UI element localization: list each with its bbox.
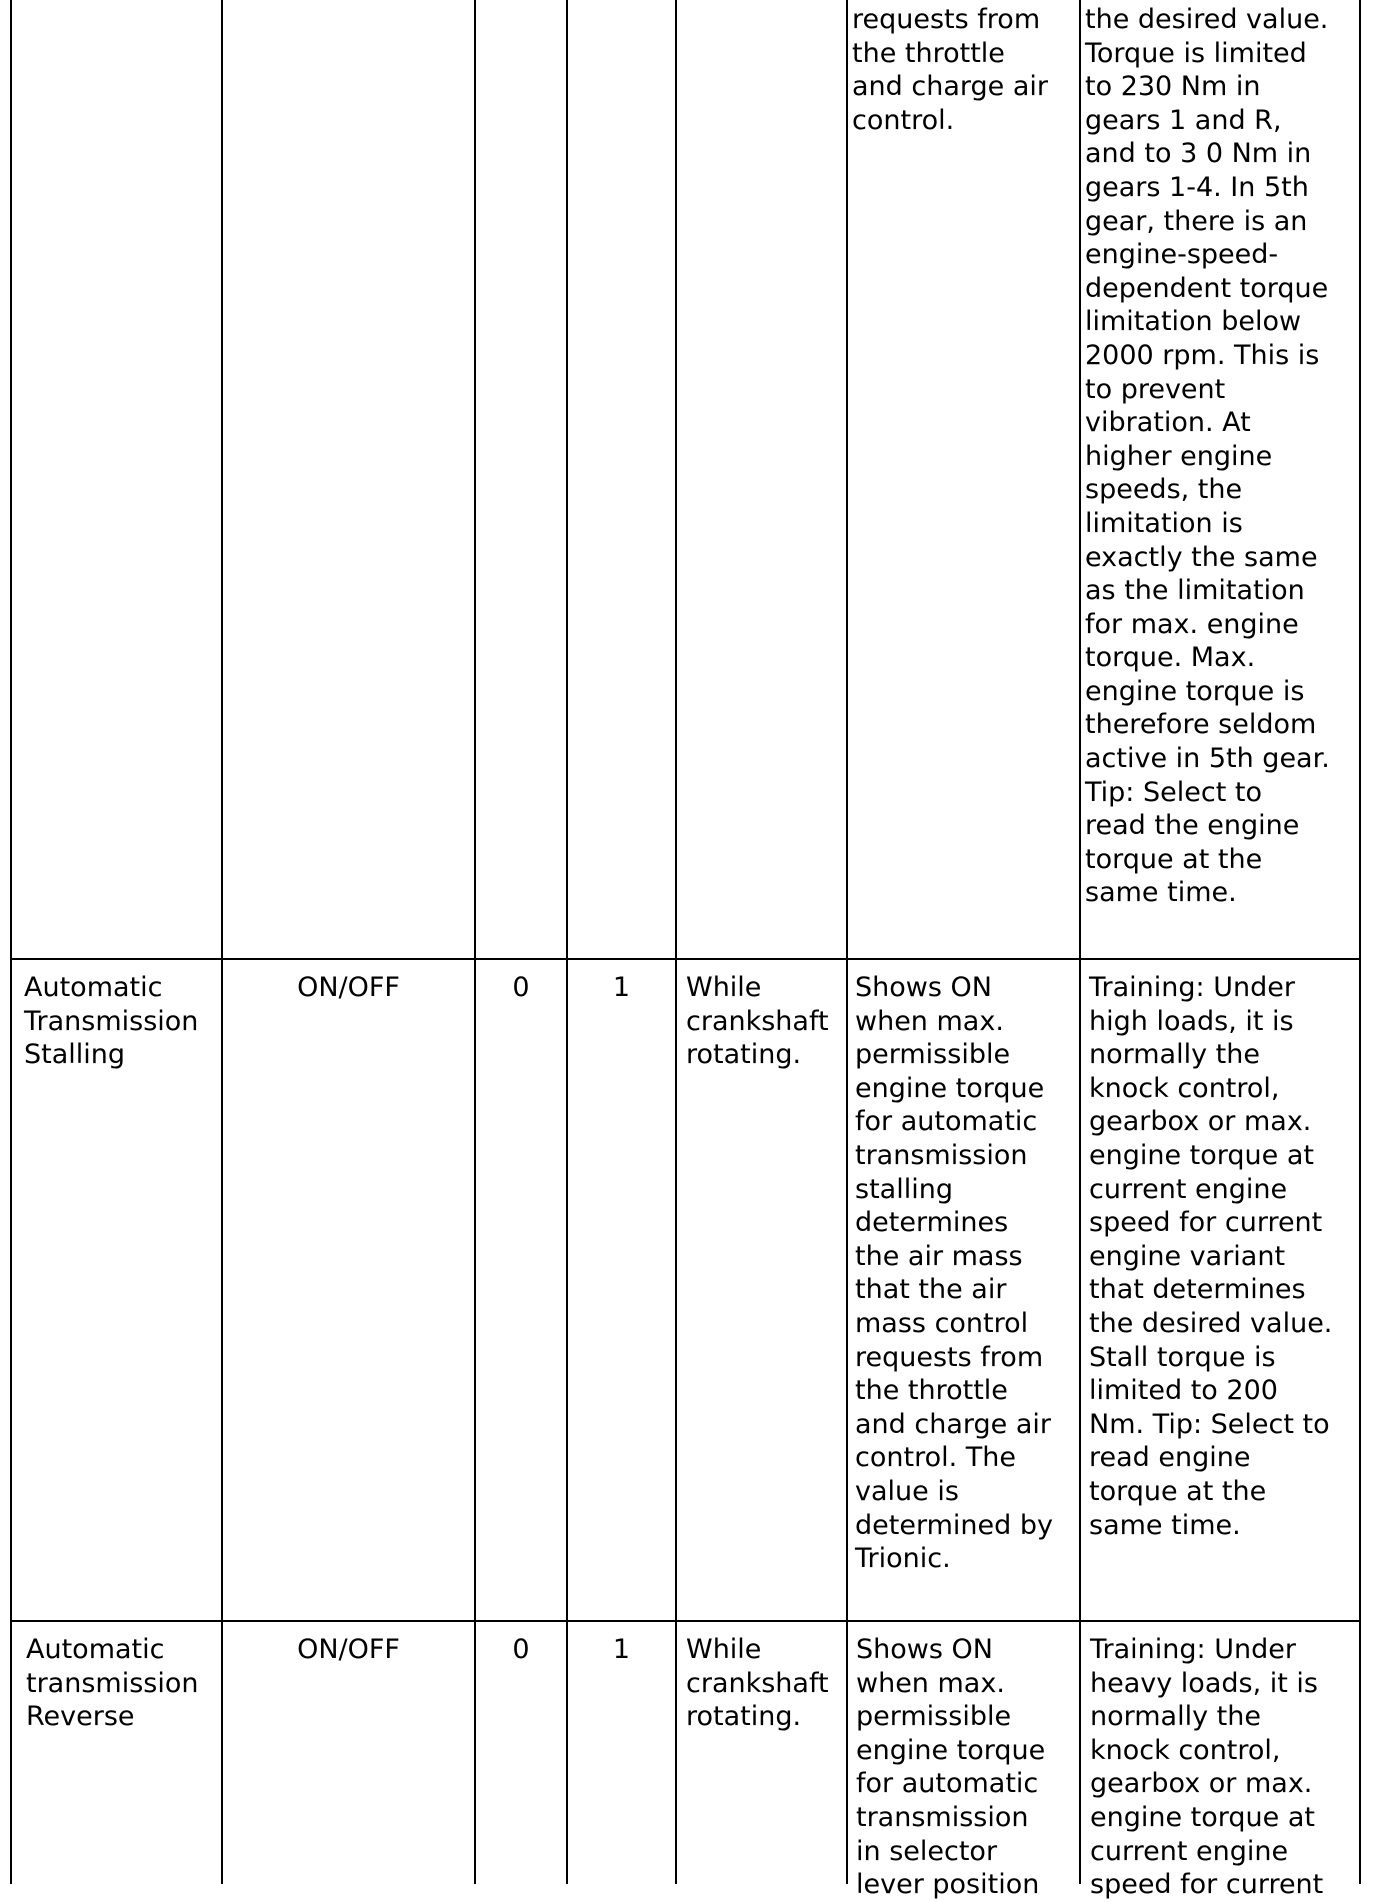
table-cell-notes: Training: Under high loads, it is normally the knock control, gearbox or max. engine torque at current engine speed for current engine variant that determines the desired value. Stall torque is limited to 200 Nm. Tip: Select to read engine torque at the same time. <box>1089 972 1333 1541</box>
table-cell-parameter: Automatic transmission Reverse <box>26 1634 199 1733</box>
table-border-left <box>10 0 12 1884</box>
table-column-divider <box>474 0 476 1884</box>
table-cell-min: 0 <box>512 972 530 1003</box>
table-cell-unit: ON/OFF <box>297 1634 400 1665</box>
table-row-divider <box>10 958 1361 960</box>
table-cell-notes: the desired value. Torque is limited to 230 Nm in gears 1 and R, and to 3 0 Nm in gears 1-4. In 5th gear, there is an engine-speed- dependent torque limitation below 2000 rpm. This is to prevent vibration. At higher engine speeds, the limitation is exactly the same as the limitation for max. engine torque. Max. engine torque is therefore seldom active in 5th gear. Tip: Select to read the engine torque at the same time. <box>1085 4 1330 909</box>
table-cell-max: 1 <box>612 1634 631 1665</box>
table-cell-description: requests from the throttle and charge air control. <box>852 4 1048 136</box>
table-cell-parameter: Automatic Transmission Stalling <box>24 972 199 1071</box>
table-column-divider <box>1079 0 1081 1884</box>
table-cell-notes: Training: Under heavy loads, it is normally the knock control, gearbox or max. engine torque at current engine speed for current <box>1090 1634 1324 1901</box>
table-row-divider <box>10 1620 1361 1622</box>
table-cell-description: Shows ON when max. permissible engine torque for automatic transmission in selector lever position <box>856 1634 1046 1901</box>
table-cell-description: Shows ON when max. permissible engine torque for automatic transmission stalling determines the air mass that the air mass control requests from the throttle and charge air control. The value is determined by Trionic. <box>855 972 1053 1575</box>
table-column-divider <box>566 0 568 1884</box>
table-column-divider <box>846 0 848 1884</box>
table-cell-unit: ON/OFF <box>297 972 400 1003</box>
table-column-divider <box>675 0 677 1884</box>
table-column-divider <box>221 0 223 1884</box>
table-cell-condition: While crankshaft rotating. <box>686 972 829 1071</box>
table-cell-min: 0 <box>512 1634 530 1665</box>
table-cell-condition: While crankshaft rotating. <box>686 1634 829 1733</box>
table-cell-max: 1 <box>612 972 631 1003</box>
table-border-right <box>1359 0 1361 1884</box>
